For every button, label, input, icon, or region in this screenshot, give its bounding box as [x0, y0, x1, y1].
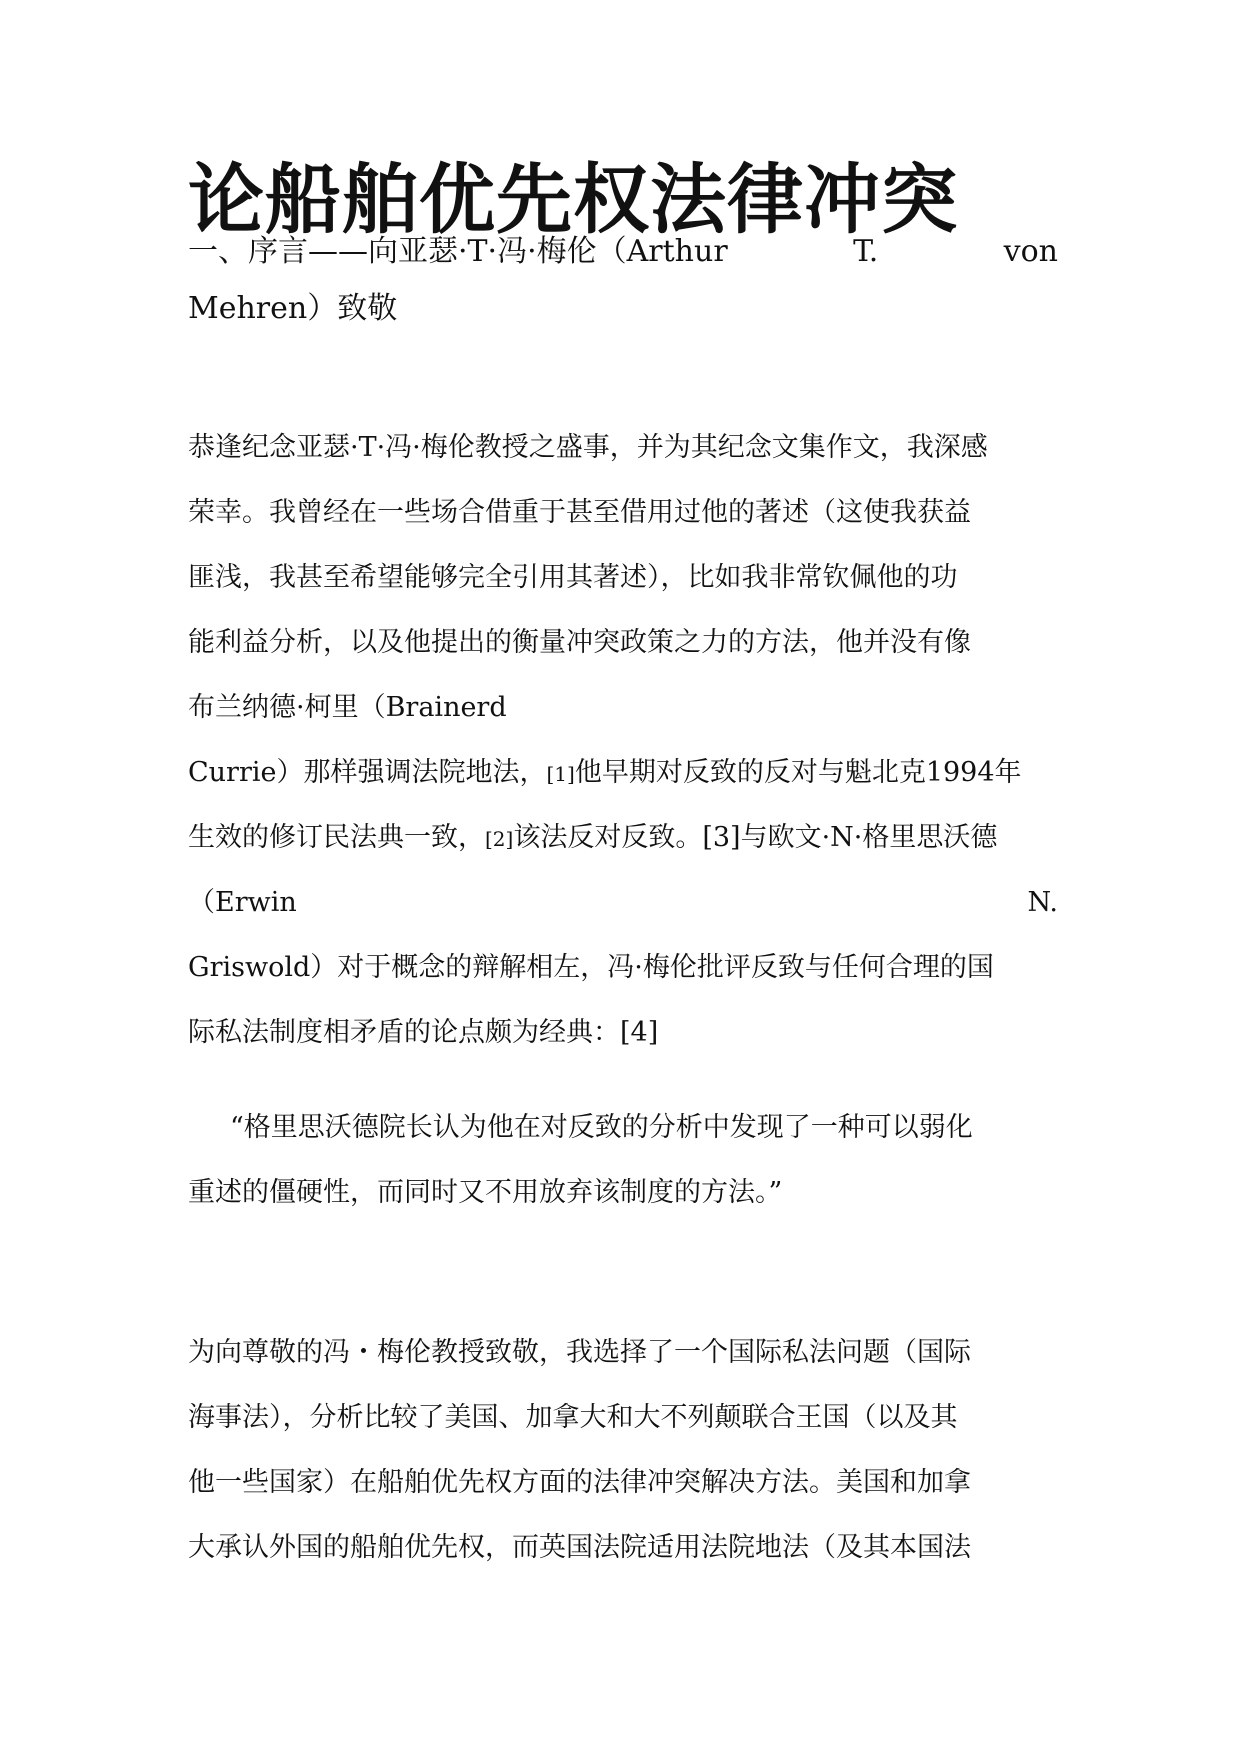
paragraph-line — [188, 753, 1058, 794]
paragraph-line: 际私法制度相矛盾的论点颇为经典：[4] — [188, 1017, 659, 1048]
paragraph-text: 生效的修订民法典一致， — [188, 822, 485, 853]
paragraph-line: 为向尊敬的冯・梅伦教授致敬，我选择了一个国际私法问题（国际 — [188, 1337, 971, 1368]
paragraph-line: 大承认外国的船舶优先权，而英国法院适用法院地法（及其本国法 — [188, 1532, 971, 1563]
paragraph-text: N. — [1027, 887, 1058, 918]
paragraph-line: 恭逢纪念亚瑟·T·冯·梅伦教授之盛事，并为其纪念文集作文，我深感 — [188, 432, 988, 463]
subtitle-part: von — [1003, 234, 1058, 269]
footnote-ref[interactable]: [2] — [485, 827, 514, 851]
paragraph-text: Currie）那样强调法院地法， — [188, 757, 547, 788]
subtitle-part: 一、序言——向亚瑟·T·冯·梅伦（Arthur — [188, 234, 728, 269]
subtitle-line-2: Mehren）致敬 — [188, 291, 398, 326]
paragraph-line — [188, 883, 1058, 923]
footnote-ref[interactable]: [1] — [546, 762, 575, 786]
document-title: 论船舶优先权法律冲突 — [188, 155, 958, 244]
paragraph-line: 能利益分析，以及他提出的衡量冲突政策之力的方法，他并没有像 — [188, 627, 971, 658]
paragraph-text: （Erwin — [188, 887, 297, 918]
paragraph-line — [188, 818, 1058, 859]
quote-line: “格里思沃德院长认为他在对反致的分析中发现了一种可以弱化 — [230, 1112, 973, 1143]
paragraph-line: 布兰纳德·柯里（Brainerd — [188, 692, 507, 723]
subtitle-part: T. — [853, 234, 879, 269]
paragraph-line: 荣幸。我曾经在一些场合借重于甚至借用过他的著述（这使我获益 — [188, 497, 971, 528]
paragraph-line: 他一些国家）在船舶优先权方面的法律冲突解决方法。美国和加拿 — [188, 1467, 971, 1498]
paragraph-line: 海事法），分析比较了美国、加拿大和大不列颠联合王国（以及其 — [188, 1402, 958, 1433]
paragraph-text: 他早期对反致的反对与魁北克1994年 — [574, 757, 1022, 788]
paragraph-text: 该法反对反致。[3]与欧文·N·格里思沃德 — [513, 822, 998, 853]
paragraph-line: 匪浅，我甚至希望能够完全引用其著述），比如我非常钦佩他的功 — [188, 562, 958, 593]
quote-line: 重述的僵硬性，而同时又不用放弃该制度的方法。” — [188, 1177, 783, 1208]
paragraph-line: Griswold）对于概念的辩解相左，冯·梅伦批评反致与任何合理的国 — [188, 952, 994, 983]
subtitle-line-1 — [188, 232, 1058, 272]
